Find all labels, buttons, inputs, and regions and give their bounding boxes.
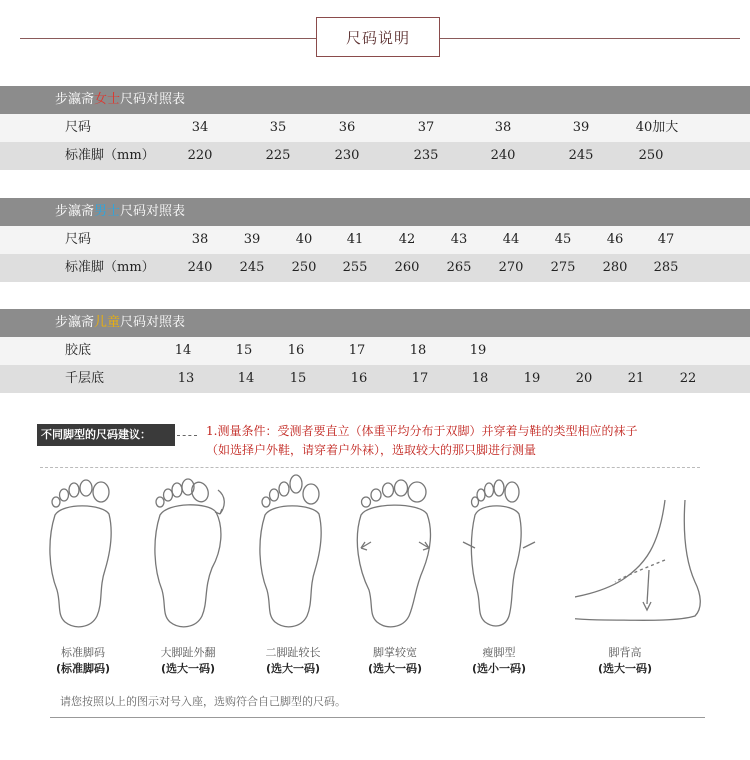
foot-type-label: 脚掌较宽 [373,646,417,659]
women-highlight: 女士 [94,92,121,107]
foot-size-tip: (选大一码) [265,662,321,675]
standard-foot-icon [33,470,133,640]
length-cell: 225 [265,148,291,163]
size-cell: 13 [177,371,195,386]
slim-foot-icon [449,470,549,640]
page-title: 尺码说明 [316,17,440,57]
length-cell: 275 [550,260,576,275]
foot-type-label: 二脚趾较长 [265,646,321,659]
size-cell: 37 [417,120,435,135]
table-suffix: 尺码对照表 [120,92,186,107]
foot-size-tip: (选大一码) [160,662,216,675]
foot-standard [33,470,133,685]
size-cell: 46 [606,232,624,247]
foot-type-advice-tag: 不同脚型的尺码建议： [37,424,175,446]
row-label: 尺码 [65,120,92,135]
foot-size-tip: (选大一码) [367,662,423,675]
kids-highlight: 儿童 [94,315,121,330]
size-cell: 14 [174,343,192,358]
title-area [0,0,750,72]
title-divider-right [440,38,740,39]
tag-connector [177,435,197,436]
size-cell: 40 [295,232,313,247]
foot-type-label: 大脚趾外翻 [160,646,216,659]
foot-high-instep [575,470,715,685]
length-cell: 220 [187,148,213,163]
men-highlight: 男士 [94,204,121,219]
foot-size-tip: (标准脚码) [55,662,111,675]
size-cell: 22 [679,371,697,386]
size-cell: 36 [338,120,356,135]
size-cell: 40加大 [635,120,679,135]
foot-long-second-toe [243,470,343,685]
size-cell: 17 [348,343,366,358]
wide-foot-icon [345,470,445,640]
men-length-row [0,254,750,282]
length-cell: 285 [653,260,679,275]
row-label: 千层底 [65,371,105,386]
size-cell: 18 [471,371,489,386]
size-cell: 39 [572,120,590,135]
length-cell: 250 [291,260,317,275]
foot-type-label: 标准脚码 [61,646,105,659]
size-cell: 17 [411,371,429,386]
brand-name: 步瀛斋 [55,315,95,330]
women-size-table [0,86,750,170]
kids-table-header [0,309,750,337]
length-cell: 255 [342,260,368,275]
size-cell: 42 [398,232,416,247]
women-table-header [0,86,750,114]
row-label: 尺码 [65,232,92,247]
women-length-row [0,142,750,170]
size-cell: 20 [575,371,593,386]
men-size-table [0,198,750,282]
foot-size-tip: (选大一码) [597,662,653,675]
foot-wide [345,470,445,685]
length-cell: 240 [187,260,213,275]
table-suffix: 尺码对照表 [120,204,186,219]
kids-rubber-row [0,337,750,365]
size-cell: 16 [287,343,305,358]
length-cell: 250 [638,148,664,163]
length-cell: 270 [498,260,524,275]
length-cell: 235 [413,148,439,163]
measure-condition-note [206,422,726,460]
size-cell: 39 [243,232,261,247]
length-cell: 265 [446,260,472,275]
note-line-2: （如选择户外鞋，请穿着户外袜），选取较大的那只脚进行测量 [206,443,537,457]
kids-layered-row [0,365,750,393]
size-cell: 14 [237,371,255,386]
size-cell: 44 [502,232,520,247]
long-second-toe-foot-icon [243,470,343,640]
length-cell: 240 [490,148,516,163]
length-cell: 245 [568,148,594,163]
length-cell: 260 [394,260,420,275]
size-cell: 21 [627,371,645,386]
dashed-divider [40,467,700,468]
size-cell: 38 [494,120,512,135]
size-cell: 16 [350,371,368,386]
note-line-1: 1.测量条件：受测者要直立（体重平均分布于双脚）并穿着与鞋的类型相应的袜子 [206,424,638,438]
size-cell: 15 [235,343,253,358]
size-cell: 19 [523,371,541,386]
row-label: 胶底 [65,343,92,358]
size-cell: 38 [191,232,209,247]
size-cell: 47 [657,232,675,247]
size-cell: 45 [554,232,572,247]
brand-name: 步瀛斋 [55,92,95,107]
row-label: 标准脚（mm） [65,148,155,163]
size-cell: 18 [409,343,427,358]
bottom-note: 请您按照以上的图示对号入座，选购符合自己脚型的尺码。 [60,695,346,708]
title-divider-left [20,38,316,39]
foot-slim [449,470,549,685]
men-table-header [0,198,750,226]
size-cell: 43 [450,232,468,247]
row-label: 标准脚（mm） [65,260,155,275]
length-cell: 245 [239,260,265,275]
women-size-row [0,114,750,142]
brand-name: 步瀛斋 [55,204,95,219]
size-cell: 35 [269,120,287,135]
length-cell: 280 [602,260,628,275]
size-cell: 41 [346,232,364,247]
table-suffix: 尺码对照表 [120,315,186,330]
bottom-divider [50,717,705,718]
foot-size-tip: (选小一码) [471,662,527,675]
high-instep-foot-icon [575,470,715,640]
bunion-foot-icon [138,470,238,640]
foot-type-label: 瘦脚型 [482,646,516,659]
size-cell: 15 [289,371,307,386]
size-cell: 34 [191,120,209,135]
men-size-row [0,226,750,254]
kids-size-table [0,309,750,393]
foot-bunion [138,470,238,685]
foot-type-label: 脚背高 [608,646,642,659]
length-cell: 230 [334,148,360,163]
size-cell: 19 [469,343,487,358]
